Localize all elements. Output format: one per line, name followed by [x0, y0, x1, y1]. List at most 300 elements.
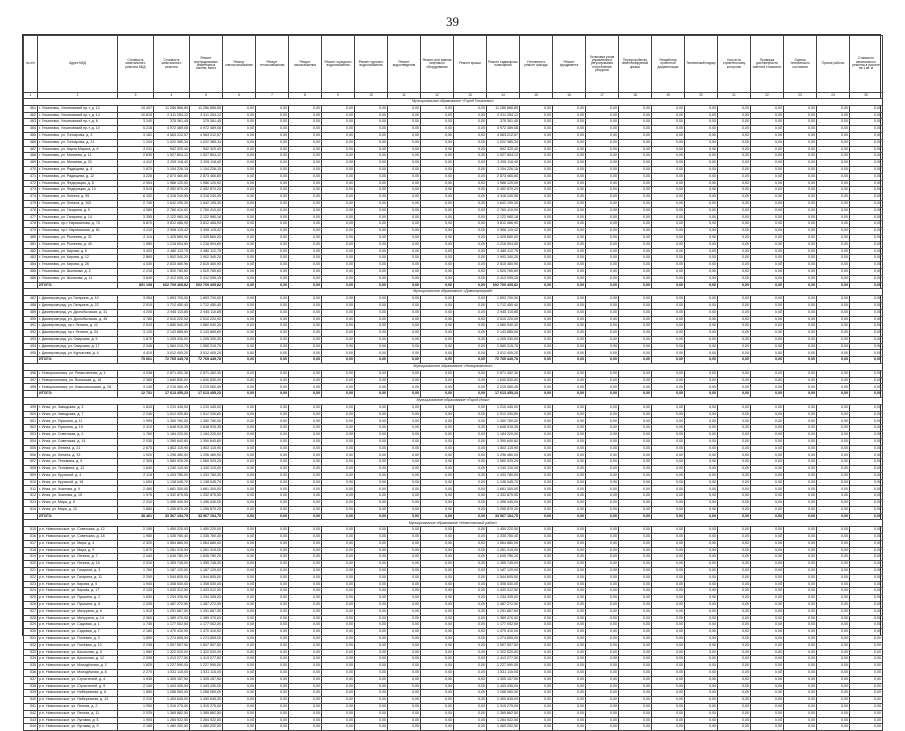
value-cell: 0,00: [355, 438, 388, 445]
value-cell: 1 274 805,00: [190, 635, 223, 642]
value-cell: 0,00: [388, 500, 421, 507]
value-cell: 0,00: [322, 268, 355, 275]
value-cell: 0,00: [256, 676, 289, 683]
value-cell: 0,00: [289, 493, 322, 500]
value-cell: 0,00: [850, 493, 883, 500]
value-cell: 0,00: [520, 479, 553, 486]
total-value-cell: 0,00: [784, 357, 817, 364]
value-cell: 0,00: [322, 527, 355, 534]
value-cell: 0,00: [619, 595, 652, 602]
value-cell: 0,00: [619, 717, 652, 724]
table-row: [24, 432, 883, 439]
table-row: [24, 262, 883, 269]
value-cell: 1 531 115,00: [154, 669, 190, 676]
address-cell: г. Ульяновск, ул. Федерации, д. 10: [38, 187, 118, 194]
table-row: [24, 608, 883, 615]
value-cell: 0,00: [454, 377, 487, 384]
value-cell: 0,00: [322, 404, 355, 411]
value-cell: 2 143 885,60: [190, 330, 223, 337]
value-cell: 0,00: [289, 207, 322, 214]
value-cell: 0,00: [256, 486, 289, 493]
total-value-cell: 0,00: [850, 282, 883, 289]
value-cell: 0,00: [355, 649, 388, 656]
value-cell: 0,00: [355, 330, 388, 337]
value-cell: 0,00: [520, 697, 553, 704]
value-cell: 1 291 667,50: [487, 608, 520, 615]
address-cell: р.п. Новоспасское, ул. Молодёжная, д. 2: [38, 663, 118, 670]
value-cell: 0,00: [850, 262, 883, 269]
value-cell: 0,00: [388, 255, 421, 262]
address-cell: р.п. Новоспасское, ул. Строителей, д. 9: [38, 683, 118, 690]
value-cell: 0,00: [784, 343, 817, 350]
value-cell: 0,00: [256, 275, 289, 282]
total-value-cell: 0,00: [289, 282, 322, 289]
value-cell: 0,00: [718, 377, 751, 384]
value-cell: 0,00: [817, 262, 850, 269]
value-cell: 0,00: [850, 588, 883, 595]
value-cell: 0,00: [553, 187, 586, 194]
value-cell: 1 490 645,00: [487, 697, 520, 704]
value-cell: 1 560 215,75: [487, 343, 520, 350]
value-cell: 0,00: [454, 642, 487, 649]
value-cell: 0,00: [652, 268, 685, 275]
value-cell: 0,00: [322, 112, 355, 119]
value-cell: 0,00: [718, 262, 751, 269]
value-cell: 0,00: [850, 479, 883, 486]
row-number: 492: [24, 330, 38, 337]
value-cell: 0,00: [652, 581, 685, 588]
value-cell: 0,00: [784, 119, 817, 126]
row-number: 498: [24, 384, 38, 391]
value-cell: 0,00: [553, 173, 586, 180]
value-cell: 2 452 870,20: [154, 187, 190, 194]
value-cell: 0,00: [322, 255, 355, 262]
value-cell: 0,00: [619, 622, 652, 629]
value-cell: 0,00: [817, 126, 850, 133]
value-cell: 0,00: [652, 139, 685, 146]
value-cell: 1 986 120,00: [154, 180, 190, 187]
value-cell: 0,00: [256, 554, 289, 561]
value-cell: 2 345: [118, 343, 154, 350]
value-cell: 0,00: [718, 302, 751, 309]
value-cell: 0,00: [388, 479, 421, 486]
value-cell: 0,00: [817, 527, 850, 534]
value-cell: 0,00: [685, 119, 718, 126]
value-cell: 0,00: [751, 527, 784, 534]
value-cell: 0,00: [520, 418, 553, 425]
value-cell: 4 563 212,57: [190, 132, 223, 139]
value-cell: 0,00: [322, 663, 355, 670]
address-cell: г. Новоульяновск, ул. Ремесленная, д. 4: [38, 370, 118, 377]
row-number: 461: [24, 105, 38, 112]
value-cell: 0,00: [817, 207, 850, 214]
value-cell: 1 860: [118, 506, 154, 513]
row-number: 503: [24, 432, 38, 439]
address-cell: р.п. Новоспасское, ул. Полевая, д. 3: [38, 635, 118, 642]
total-value-cell: 0,00: [256, 357, 289, 364]
value-cell: 0,00: [289, 445, 322, 452]
value-cell: 0,00: [355, 221, 388, 228]
value-cell: 0,00: [751, 194, 784, 201]
value-cell: 0,00: [850, 466, 883, 473]
value-cell: 0,00: [619, 404, 652, 411]
value-cell: 0,00: [388, 404, 421, 411]
value-cell: 0,00: [751, 663, 784, 670]
value-cell: 0,00: [784, 377, 817, 384]
row-number: 527: [24, 608, 38, 615]
address-cell: р.п. Новоспасское, ул. Гагарина, д. 3: [38, 567, 118, 574]
row-number: 495: [24, 350, 38, 357]
value-cell: 0,00: [355, 472, 388, 479]
value-cell: 0,00: [718, 459, 751, 466]
total-row: [24, 357, 883, 364]
value-cell: 0,00: [322, 561, 355, 568]
value-cell: 0,00: [619, 194, 652, 201]
value-cell: 2 215 060,45: [190, 384, 223, 391]
value-cell: 0,00: [718, 588, 751, 595]
value-cell: 1 802 115,90: [190, 445, 223, 452]
value-cell: 0,00: [586, 717, 619, 724]
value-cell: 0,00: [388, 629, 421, 636]
total-value-cell: 0,00: [454, 357, 487, 364]
value-cell: 0,00: [355, 214, 388, 221]
value-cell: 0,00: [586, 438, 619, 445]
value-cell: 0,00: [619, 126, 652, 133]
value-cell: 0,00: [784, 540, 817, 547]
value-cell: 0,00: [355, 173, 388, 180]
value-cell: 0,00: [322, 493, 355, 500]
value-cell: 0,00: [256, 146, 289, 153]
value-cell: 0,00: [322, 221, 355, 228]
column-header: Ремонт крыши: [454, 36, 487, 93]
value-cell: 1 520 760,60: [190, 268, 223, 275]
address-cell: р.п. Новоспасское, ул. Садовая, д. 1: [38, 622, 118, 629]
value-cell: 1 760: [118, 567, 154, 574]
value-cell: 0,00: [388, 207, 421, 214]
value-cell: 0,00: [685, 663, 718, 670]
value-cell: 0,00: [718, 126, 751, 133]
value-cell: 0,00: [586, 479, 619, 486]
value-cell: 0,00: [322, 160, 355, 167]
value-cell: 2 095: [118, 656, 154, 663]
value-cell: 2 860: [118, 255, 154, 262]
value-cell: 0,00: [817, 500, 850, 507]
value-cell: 0,00: [421, 234, 454, 241]
value-cell: 2 510 220,00: [190, 316, 223, 323]
total-value-cell: 0,00: [289, 357, 322, 364]
value-cell: 0,00: [355, 112, 388, 119]
table-row: [24, 268, 883, 275]
value-cell: 2 215 060,45: [154, 384, 190, 391]
value-cell: 0,00: [223, 418, 256, 425]
value-cell: 0,00: [652, 316, 685, 323]
value-cell: 0,00: [388, 112, 421, 119]
value-cell: 1 274 805,00: [154, 635, 190, 642]
value-cell: 0,00: [355, 132, 388, 139]
value-cell: 0,00: [553, 697, 586, 704]
value-cell: 0,00: [586, 139, 619, 146]
value-cell: 0,00: [784, 126, 817, 133]
value-cell: 0,00: [553, 316, 586, 323]
value-cell: 0,00: [355, 411, 388, 418]
row-number: 489: [24, 309, 38, 316]
value-cell: 1 261 315,00: [190, 547, 223, 554]
total-value-cell: 0,00: [520, 282, 553, 289]
value-cell: 0,00: [685, 268, 718, 275]
value-cell: 1 802 115,90: [487, 445, 520, 452]
value-cell: 0,00: [718, 486, 751, 493]
value-cell: 0,00: [784, 160, 817, 167]
value-cell: 0,00: [223, 534, 256, 541]
value-cell: 0,00: [619, 479, 652, 486]
value-cell: 2 180: [118, 629, 154, 636]
column-header: Ремонт фундамента: [553, 36, 586, 93]
value-cell: 0,00: [652, 642, 685, 649]
value-cell: 2 871 452,30: [487, 370, 520, 377]
value-cell: 0,00: [652, 615, 685, 622]
row-number: 512: [24, 493, 38, 500]
value-cell: 1 255 870,20: [154, 506, 190, 513]
value-cell: 0,00: [355, 608, 388, 615]
value-cell: 0,00: [223, 153, 256, 160]
value-cell: 0,00: [652, 683, 685, 690]
value-cell: 0,00: [850, 255, 883, 262]
value-cell: 0,00: [850, 187, 883, 194]
address-cell: р.п. Новоспасское, ул. Молодёжная, д. 8: [38, 669, 118, 676]
address-cell: г. Инза, ул. Ленина, д. 33: [38, 452, 118, 459]
value-cell: 0,00: [256, 710, 289, 717]
value-cell: 0,00: [322, 554, 355, 561]
value-cell: 0,00: [388, 676, 421, 683]
value-cell: 0,00: [223, 221, 256, 228]
total-value-cell: 72 765 445,78: [190, 357, 223, 364]
table-row: [24, 425, 883, 432]
value-cell: 0,00: [322, 425, 355, 432]
value-cell: 0,00: [586, 703, 619, 710]
value-cell: 0,00: [784, 166, 817, 173]
value-cell: 0,00: [784, 622, 817, 629]
value-cell: 0,00: [784, 445, 817, 452]
value-cell: 2 480 112,75: [487, 248, 520, 255]
value-cell: 0,00: [784, 459, 817, 466]
value-cell: 0,00: [553, 601, 586, 608]
value-cell: 0,00: [817, 663, 850, 670]
value-cell: 0,00: [454, 608, 487, 615]
value-cell: 0,00: [751, 710, 784, 717]
value-cell: 0,00: [718, 676, 751, 683]
section-title: Муниципальное образование «Новоспасский район»: [24, 520, 883, 527]
value-cell: 0,00: [784, 411, 817, 418]
value-cell: 0,00: [520, 119, 553, 126]
value-cell: 0,00: [388, 275, 421, 282]
value-cell: 0,00: [652, 262, 685, 269]
column-number: 24: [817, 93, 850, 99]
total-value-cell: 0,00: [685, 391, 718, 398]
value-cell: 1 645 780,20: [190, 554, 223, 561]
value-cell: 0,00: [223, 411, 256, 418]
address-cell: р.п. Новоспасское, ул. Мира, д. 9: [38, 547, 118, 554]
value-cell: 0,00: [817, 472, 850, 479]
value-cell: 0,00: [619, 445, 652, 452]
value-cell: 0,00: [454, 180, 487, 187]
total-value-cell: 0,00: [454, 282, 487, 289]
value-cell: 0,00: [850, 241, 883, 248]
value-cell: 0,00: [619, 221, 652, 228]
value-cell: 0,00: [619, 336, 652, 343]
value-cell: 6 102: [118, 194, 154, 201]
value-cell: 1 560 925,25: [487, 459, 520, 466]
total-row: [24, 513, 883, 520]
row-number: 510: [24, 479, 38, 486]
value-cell: 1 902 340,20: [154, 255, 190, 262]
value-cell: 0,00: [454, 669, 487, 676]
value-cell: 0,00: [817, 724, 850, 731]
value-cell: 0,00: [850, 663, 883, 670]
value-cell: 0,00: [619, 452, 652, 459]
value-cell: 0,00: [223, 214, 256, 221]
value-cell: 0,00: [850, 139, 883, 146]
value-cell: 0,00: [256, 493, 289, 500]
value-cell: 0,00: [817, 493, 850, 500]
row-number: 538: [24, 683, 38, 690]
value-cell: 0,00: [256, 438, 289, 445]
value-cell: 0,00: [553, 119, 586, 126]
value-cell: 0,00: [652, 146, 685, 153]
value-cell: 1 322 020,00: [154, 649, 190, 656]
row-number: 474: [24, 194, 38, 201]
value-cell: 0,00: [256, 112, 289, 119]
value-cell: 0,00: [685, 472, 718, 479]
value-cell: 0,00: [355, 445, 388, 452]
value-cell: 1 390 640,60: [487, 438, 520, 445]
total-value-cell: 0,00: [784, 282, 817, 289]
value-cell: 0,00: [718, 105, 751, 112]
value-cell: 0,00: [421, 479, 454, 486]
total-value-cell: 17 613 455,23: [154, 391, 190, 398]
value-cell: 1 305 157,50: [154, 676, 190, 683]
value-cell: 0,00: [421, 500, 454, 507]
value-cell: 0,00: [652, 234, 685, 241]
value-cell: 0,00: [850, 697, 883, 704]
value-cell: 0,00: [751, 336, 784, 343]
value-cell: 0,00: [751, 377, 784, 384]
value-cell: 0,00: [256, 445, 289, 452]
value-cell: 0,00: [784, 479, 817, 486]
table-row: [24, 500, 883, 507]
value-cell: 0,00: [355, 581, 388, 588]
value-cell: 1 291 667,50: [190, 608, 223, 615]
value-cell: 0,00: [817, 404, 850, 411]
value-cell: 0,00: [586, 493, 619, 500]
value-cell: 0,00: [718, 656, 751, 663]
value-cell: 0,00: [355, 717, 388, 724]
value-cell: 0,00: [322, 200, 355, 207]
value-cell: 2 311 254,12: [487, 112, 520, 119]
value-cell: 3 812 466,90: [487, 221, 520, 228]
value-cell: 0,00: [388, 506, 421, 513]
value-cell: 0,00: [454, 411, 487, 418]
column-header: Ремонт электроснабжения: [223, 36, 256, 93]
value-cell: 0,00: [553, 615, 586, 622]
value-cell: 0,00: [421, 642, 454, 649]
table-row: [24, 676, 883, 683]
value-cell: 0,00: [520, 411, 553, 418]
value-cell: 1 187 120,00: [487, 567, 520, 574]
value-cell: 0,00: [520, 139, 553, 146]
value-cell: 0,00: [421, 724, 454, 731]
value-cell: 0,00: [553, 710, 586, 717]
value-cell: 0,00: [223, 404, 256, 411]
value-cell: 0,00: [718, 173, 751, 180]
total-value-cell: 0,00: [619, 282, 652, 289]
value-cell: 0,00: [289, 629, 322, 636]
value-cell: 0,00: [553, 635, 586, 642]
value-cell: 2 060: [118, 615, 154, 622]
value-cell: 1 234 335,00: [154, 595, 190, 602]
value-cell: 0,00: [520, 622, 553, 629]
value-cell: 1 443 430,00: [154, 683, 190, 690]
total-value-cell: 0,00: [421, 513, 454, 520]
value-cell: 1 332 875,55: [487, 493, 520, 500]
value-cell: 0,00: [553, 112, 586, 119]
address-cell: р.п. Новоспасское, ул. Кирова, д. 17: [38, 588, 118, 595]
value-cell: 1 460 292,50: [154, 724, 190, 731]
value-cell: 0,00: [751, 146, 784, 153]
value-cell: 1 507 507,50: [487, 642, 520, 649]
value-cell: 0,00: [355, 425, 388, 432]
value-cell: 0,00: [619, 241, 652, 248]
value-cell: 0,00: [520, 370, 553, 377]
value-cell: 0,00: [520, 336, 553, 343]
total-value-cell: 38 461: [118, 513, 154, 520]
column-header: Установка узлов управления и регулирования потребления ресурсов: [586, 36, 619, 93]
value-cell: 0,00: [784, 635, 817, 642]
value-cell: 0,00: [685, 302, 718, 309]
value-cell: 0,00: [751, 601, 784, 608]
value-cell: 2 945 110,85: [190, 309, 223, 316]
value-cell: 0,00: [685, 316, 718, 323]
value-cell: 0,00: [454, 160, 487, 167]
value-cell: 0,00: [454, 452, 487, 459]
column-number: 15: [520, 93, 553, 99]
value-cell: 0,00: [289, 703, 322, 710]
value-cell: 0,00: [388, 139, 421, 146]
value-cell: 0,00: [685, 146, 718, 153]
value-cell: 0,00: [454, 554, 487, 561]
column-number: 1: [24, 93, 38, 99]
value-cell: 0,00: [619, 119, 652, 126]
value-cell: 1 905: [118, 717, 154, 724]
value-cell: 0,00: [718, 132, 751, 139]
value-cell: 2 760 410,00: [190, 207, 223, 214]
value-cell: 0,00: [553, 683, 586, 690]
value-cell: 0,00: [520, 323, 553, 330]
column-number: 16: [553, 93, 586, 99]
value-cell: 1 365 862,50: [190, 710, 223, 717]
value-cell: 0,00: [718, 160, 751, 167]
value-cell: 2 205 118,40: [154, 160, 190, 167]
value-cell: 0,00: [355, 540, 388, 547]
value-cell: 0,00: [586, 200, 619, 207]
value-cell: 0,00: [751, 438, 784, 445]
row-number: 473: [24, 187, 38, 194]
value-cell: 0,00: [421, 534, 454, 541]
value-cell: 0,00: [553, 296, 586, 303]
value-cell: 0,00: [388, 452, 421, 459]
value-cell: 0,00: [388, 703, 421, 710]
value-cell: 1 527 804,12: [154, 153, 190, 160]
total-value-cell: 33 567 154,75: [190, 513, 223, 520]
